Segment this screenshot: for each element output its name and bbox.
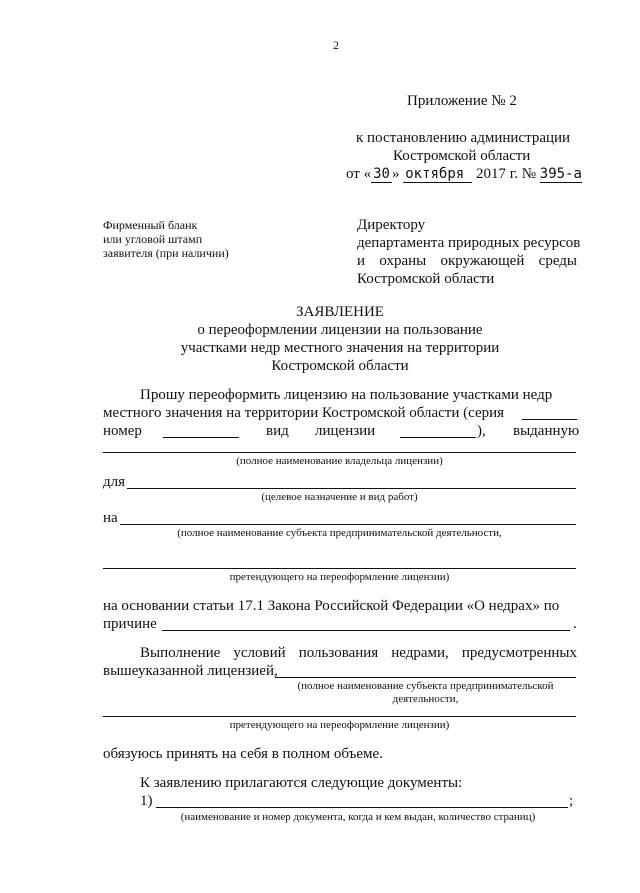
number-field[interactable]	[163, 437, 239, 438]
subject2-field[interactable]	[275, 677, 576, 678]
reason-field[interactable]	[162, 630, 570, 631]
page-number: 2	[333, 38, 339, 52]
series-field[interactable]	[522, 419, 577, 420]
p1-nomer: номер	[103, 423, 142, 439]
license-type-field[interactable]	[400, 437, 476, 438]
heading-title: ЗАЯВЛЕНИЕ	[296, 304, 384, 320]
owner-field[interactable]	[103, 452, 576, 453]
caption-doc: (наименование и номер документа, когда и кем выдан, количество страниц)	[180, 811, 536, 823]
p3-line2: вышеуказанной лицензией,	[103, 663, 278, 679]
caption-subject2a: (полное наименование субъекта предпринимательской	[297, 680, 554, 692]
appendix-date	[346, 165, 582, 183]
appendix-line1: к постановлению администрации	[356, 130, 571, 146]
p3-line1	[140, 644, 577, 662]
label-dlya: для	[103, 474, 126, 490]
p2-line1: на основании статьи 17.1 Закона Российской Федерации «О недрах» по	[103, 598, 560, 614]
subject-field[interactable]	[120, 524, 576, 525]
p5: К заявлению прилагаются следующие документы:	[140, 775, 463, 791]
date-day: 30	[373, 166, 390, 182]
date-mid: »	[391, 166, 400, 182]
subject-field-cont[interactable]	[103, 568, 576, 569]
heading-sub3: Костромской области	[271, 358, 409, 374]
item1-end: ;	[569, 793, 574, 809]
heading-sub2: участками недр местного значения на территории	[180, 340, 500, 356]
p2-dot: .	[573, 616, 577, 632]
subject2-field-cont[interactable]	[103, 716, 576, 717]
caption-owner: (полное наименование владельца лицензии)	[236, 455, 443, 467]
appendix-title: Приложение № 2	[407, 93, 517, 109]
caption-pretend2: претендующего на переоформление лицензии)	[229, 719, 450, 731]
stamp-line2: или угловой штамп	[103, 232, 203, 246]
document-field[interactable]	[156, 807, 568, 808]
word: предусмотренных	[461, 645, 577, 661]
p4: обязуюсь принять на себя в полном объеме.	[103, 746, 383, 762]
addressee-line4: Костромской области	[357, 271, 495, 287]
addressee-line1: Директору	[357, 217, 426, 233]
word: условий	[233, 645, 286, 661]
word: Выполнение	[140, 645, 221, 661]
p1-close: ),	[477, 423, 486, 439]
caption-pretend1: претендующего на переоформление лицензии)	[229, 571, 450, 583]
appendix-line2: Костромской области	[393, 148, 531, 164]
purpose-field[interactable]	[127, 488, 576, 489]
word: охраны	[379, 253, 427, 269]
p1-vid: вид	[266, 423, 289, 439]
stamp-line3: заявителя (при наличии)	[103, 246, 229, 260]
item1-number: 1)	[140, 793, 153, 809]
word: среды	[538, 253, 577, 269]
p1-line2: местного значения на территории Костромской области (серия	[103, 405, 505, 421]
date-prefix: от «	[346, 166, 372, 182]
p1-vydannuyu: выданную	[513, 423, 580, 439]
p1-licenzii: лицензии	[315, 423, 376, 439]
p1-line1	[140, 386, 577, 404]
word: окружающей	[440, 253, 525, 269]
date-year: 2017 г. №	[475, 166, 537, 182]
caption-purpose: (целевое назначение и вид работ)	[261, 491, 418, 503]
word: и	[357, 253, 366, 269]
label-na: на	[103, 510, 118, 526]
stamp-line1: Фирменный бланк	[103, 218, 198, 232]
p1-line1-text: Прошу переоформить лицензию на пользование участками недр	[140, 387, 553, 403]
word: пользования	[298, 645, 379, 661]
date-month: октября	[403, 166, 472, 183]
word: недрами,	[391, 645, 449, 661]
addressee-line2: департамента природных ресурсов	[357, 235, 581, 251]
p2-prichine: причине	[103, 616, 157, 632]
caption-subject: (полное наименование субъекта предпринимательской деятельности,	[177, 527, 502, 539]
date-number: 395-а	[539, 166, 582, 182]
heading-sub1: о переоформлении лицензии на пользование	[197, 322, 483, 338]
addressee-line3	[357, 252, 577, 270]
caption-subject2b: деятельности,	[392, 693, 459, 705]
